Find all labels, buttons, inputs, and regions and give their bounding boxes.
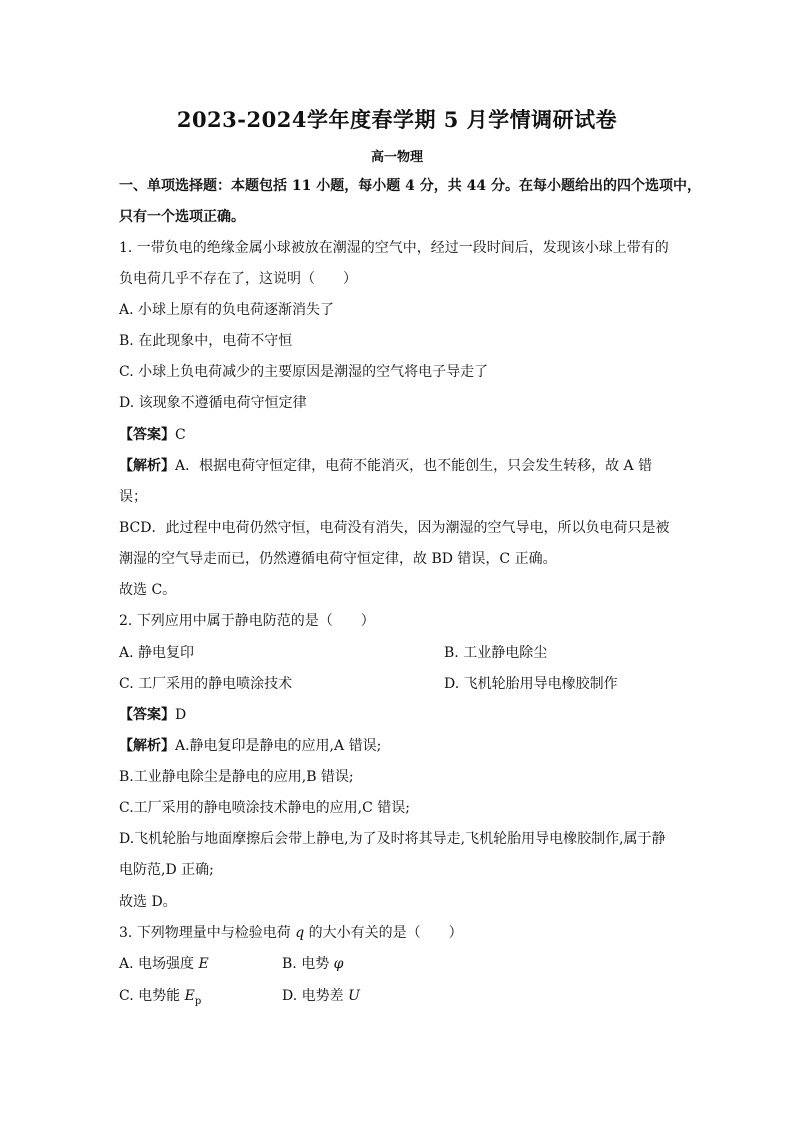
answer-value: C [175, 427, 186, 443]
q3-option-b [282, 955, 343, 973]
energy-subscript: p [194, 995, 202, 1007]
q1-analysis-bcd: BCD．此过程中电荷仍然守恒，电荷没有消失，因为潮湿的空气导电，所以负电荷只是被 [119, 520, 670, 536]
potential-symbol: φ [333, 956, 344, 972]
q1-analysis-bcd-cont: 潮湿的空气导走而已，仍然遵循电荷守恒定律，故 BD 错误，C 正确。 [119, 551, 557, 567]
q3-stem-text-end: 的大小有关的是（ ） [304, 925, 463, 941]
q1-stem: 1. 一带负电的绝缘金属小球被放在潮湿的空气中，经过一段时间后，发现该小球上带有的 [119, 240, 669, 256]
q3-stem [119, 924, 463, 942]
q2-option-c: C. 工厂采用的静电喷涂技术 [119, 676, 293, 692]
q2-option-a: A. 静电复印 [119, 645, 195, 661]
q1-option-a: A. 小球上原有的负电荷逐渐消失了 [119, 302, 335, 318]
q1-conclusion: 故选 C。 [119, 582, 177, 598]
answer-tag: 【答案】 [119, 427, 175, 443]
analysis-tag: 【解析】 [119, 458, 175, 474]
q2-analysis-d: D.飞机轮胎与地面摩擦后会带上静电,为了及时将其导走,飞机轮胎用导电橡胶制作,属于静 [119, 831, 666, 847]
energy-symbol: E [184, 988, 195, 1004]
answer-tag: 【答案】 [119, 707, 175, 723]
option-label: B. 电势 [282, 956, 334, 972]
charge-symbol: q [295, 925, 305, 941]
answer-value: D [175, 707, 187, 723]
q3-stem-text: 3. 下列物理量中与检验电荷 [119, 925, 296, 941]
section-heading: 一、单项选择题：本题包括 11 小题，每小题 4 分，共 44 分。在每小题给出的四个选项中， [119, 178, 701, 194]
q2-stem: 2. 下列应用中属于静电防范的是（ ） [119, 613, 375, 629]
q2-analysis [119, 737, 381, 755]
q2-option-b: B. 工业静电除尘 [444, 645, 548, 661]
q2-option-d: D. 飞机轮胎用导电橡胶制作 [444, 676, 618, 692]
q2-conclusion: 故选 D。 [119, 894, 177, 910]
q2-answer [119, 706, 186, 724]
q1-answer [119, 426, 186, 444]
page-title: 2023-2024学年度春学期 5 月学情调研试卷 [176, 107, 618, 132]
q3-option-d [282, 987, 360, 1005]
section-heading-cont: 只有一个选项正确。 [119, 209, 245, 225]
analysis-text: A.静电复印是静电的应用,A 错误; [175, 738, 382, 754]
q1-stem-cont: 负电荷几乎不存在了，这说明（ ） [119, 271, 357, 287]
option-label: C. 电势能 [119, 988, 185, 1004]
q1-analysis-cont: 误； [119, 489, 147, 505]
option-label: D. 电势差 [282, 988, 349, 1004]
voltage-symbol: U [348, 988, 360, 1004]
q1-option-d: D. 该现象不遵循电荷守恒定律 [119, 395, 307, 411]
q3-option-a [119, 955, 209, 973]
q2-analysis-d-cont: 电防范,D 正确; [119, 862, 214, 878]
q1-option-b: B. 在此现象中，电荷不守恒 [119, 333, 293, 349]
field-symbol: E [198, 956, 209, 972]
q3-option-c [119, 987, 201, 1011]
q1-analysis [119, 457, 652, 475]
option-label: A. 电场强度 [119, 956, 199, 972]
q1-option-c: C. 小球上负电荷减少的主要原因是潮湿的空气将电子导走了 [119, 364, 489, 380]
q2-analysis-b: B.工业静电除尘是静电的应用,B 错误; [119, 769, 354, 785]
page-subtitle: 高一物理 [370, 150, 423, 165]
analysis-text: A．根据电荷守恒定律，电荷不能消灭，也不能创生，只会发生转移，故 A 错 [175, 458, 653, 474]
analysis-tag: 【解析】 [119, 738, 175, 754]
q2-analysis-c: C.工厂采用的静电喷涂技术静电的应用,C 错误; [119, 800, 410, 816]
